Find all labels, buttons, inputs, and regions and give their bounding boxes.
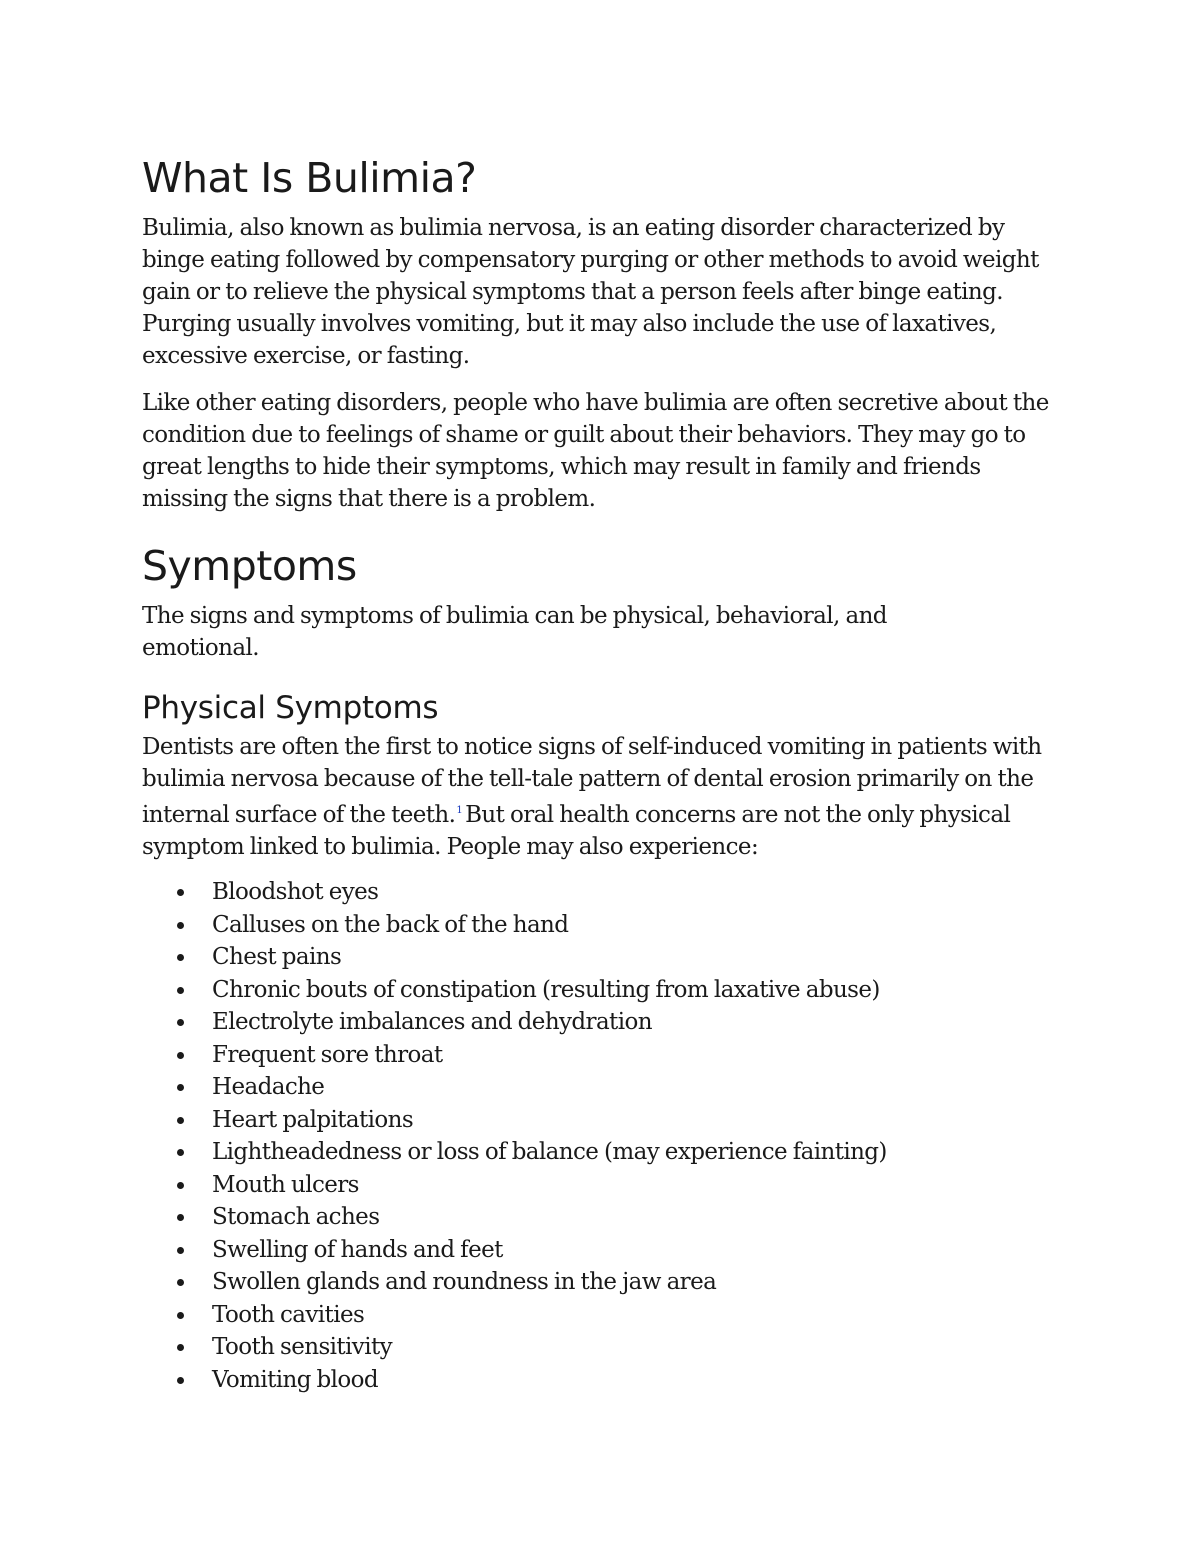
- list-item-text: Heart palpitations: [212, 1106, 414, 1133]
- list-item-text: Bloodshot eyes: [212, 879, 379, 905]
- list-item: [142, 1169, 1062, 1202]
- list-item-text: Headache: [212, 1074, 325, 1100]
- bullet-dot-icon: [177, 1084, 184, 1091]
- list-item: [142, 1039, 1062, 1072]
- paragraph-physical-text-a: Dentists are often the first to notice signs of self-induced vomiting in patients with bulimia nervosa because of the tell-tale pattern of dental erosion primarily on the internal surface of the teeth.: [142, 734, 1042, 828]
- paragraph-symptoms-intro: The signs and symptoms of bulimia can be physical, behavioral, and emotional.: [142, 603, 887, 661]
- list-item-text: Stomach aches: [212, 1204, 380, 1230]
- heading-symptoms: Symptoms: [142, 542, 357, 590]
- list-item: [142, 909, 1062, 942]
- list-item-text: Frequent sore throat: [212, 1041, 443, 1068]
- list-item: [142, 1266, 1062, 1299]
- list-item-text: Electrolyte imbalances and dehydration: [212, 1009, 652, 1035]
- list-item-text: Mouth ulcers: [212, 1171, 359, 1198]
- list-item: [142, 876, 1062, 909]
- bullet-dot-icon: [177, 1214, 184, 1221]
- list-item-text: Swollen glands and roundness in the jaw area: [212, 1269, 717, 1295]
- bullet-dot-icon: [177, 1344, 184, 1351]
- paragraph-secrecy: Like other eating disorders, people who have bulimia are often secretive about the condition due to feelings of shame or guilt about their behaviors. They may go to great lengths to hide their symptoms, which may result in family and friends missing the signs that there is a problem.: [142, 390, 1049, 512]
- bullet-dot-icon: [177, 1052, 184, 1059]
- heading-physical-symptoms: Physical Symptoms: [142, 690, 439, 726]
- list-item-text: Swelling of hands and feet: [212, 1236, 503, 1263]
- list-item: [142, 1136, 1062, 1169]
- list-item: [142, 974, 1062, 1007]
- physical-symptoms-list: [142, 876, 1062, 1396]
- list-item: [142, 1201, 1062, 1234]
- list-item-text: Calluses on the back of the hand: [212, 911, 569, 938]
- bullet-dot-icon: [177, 1019, 184, 1026]
- list-item: [142, 941, 1062, 974]
- footnote-reference-link[interactable]: 1: [456, 805, 463, 816]
- heading-what-is-bulimia: What Is Bulimia?: [142, 154, 477, 202]
- paragraph-definition: Bulimia, also known as bulimia nervosa, is an eating disorder characterized by binge eating followed by compensatory purging or other methods to avoid weight gain or to relieve the physical symptoms that a person feels after binge eating. Purging usually involves vomiting, but it may also include the use of laxatives, excessive exercise, or fasting.: [142, 215, 1039, 369]
- bullet-dot-icon: [177, 1377, 184, 1384]
- paragraph-physical-intro: [142, 731, 1057, 863]
- bullet-dot-icon: [177, 1182, 184, 1189]
- list-item: [142, 1331, 1062, 1364]
- bullet-dot-icon: [177, 1279, 184, 1286]
- paragraph-physical-text-b: But oral health concerns are not the only physical symptom linked to bulimia. People may also experience:: [142, 802, 1011, 860]
- list-item: [142, 1234, 1062, 1267]
- list-item-text: Chronic bouts of constipation (resulting from laxative abuse): [212, 976, 880, 1003]
- list-item: [142, 1104, 1062, 1137]
- list-item: [142, 1364, 1062, 1397]
- bullet-dot-icon: [177, 1149, 184, 1156]
- bullet-dot-icon: [177, 1312, 184, 1319]
- bullet-dot-icon: [177, 889, 184, 896]
- list-item-text: Tooth cavities: [212, 1301, 365, 1328]
- list-item-text: Chest pains: [212, 944, 342, 970]
- bullet-dot-icon: [177, 987, 184, 994]
- list-item-text: Vomiting blood: [212, 1366, 379, 1393]
- list-item: [142, 1006, 1062, 1039]
- bullet-dot-icon: [177, 954, 184, 961]
- bullet-dot-icon: [177, 1247, 184, 1254]
- list-item: [142, 1071, 1062, 1104]
- bullet-dot-icon: [177, 1117, 184, 1124]
- bullet-dot-icon: [177, 922, 184, 929]
- list-item: [142, 1299, 1062, 1332]
- list-item-text: Lightheadedness or loss of balance (may experience fainting): [212, 1139, 887, 1165]
- list-item-text: Tooth sensitivity: [212, 1334, 392, 1360]
